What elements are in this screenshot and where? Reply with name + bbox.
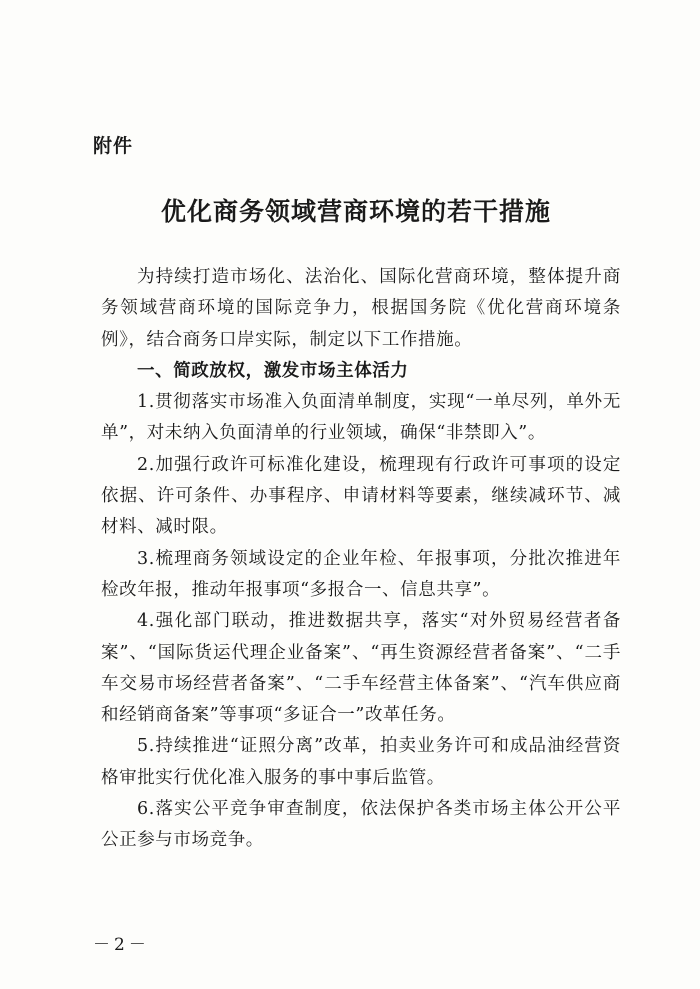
measure-paragraph-5: 5.持续推进“证照分离”改革，拍卖业务许可和成品油经营资格审批实行优化准入服务的事中事后监管。 — [101, 736, 621, 788]
measure-paragraph-2: 2.加强行政许可标准化建设，梳理现有行政许可事项的设定依据、许可条件、办事程序、申请材料等要素，继续减环节、减材料、减时限。 — [101, 454, 621, 538]
measure-paragraph-3: 3.梳理商务领域设定的企业年检、年报事项，分批次推进年检改年报，推动年报事项“多报合一、信息共享”。 — [101, 548, 621, 600]
document-body — [101, 262, 621, 857]
measure-paragraph-1: 1.贯彻落实市场准入负面清单制度，实现“一单尽列，单外无单”，对未纳入负面清单的行业领域，确保“非禁即入”。 — [101, 392, 621, 444]
intro-paragraph: 为持续打造市场化、法治化、国际化营商环境，整体提升商务领域营商环境的国际竞争力，根据国务院《优化营商环境条例》，结合商务口岸实际，制定以下工作措施。 — [101, 267, 621, 350]
section-heading: 一、简政放权，激发市场主体活力 — [137, 360, 409, 381]
measure-paragraph-6: 6.落实公平竞争审查制度，依法保护各类市场主体公开公平公正参与市场竞争。 — [101, 799, 621, 851]
page-number: －2－ — [93, 935, 150, 955]
attachment-label: 附件 — [93, 135, 134, 157]
document-title: 优化商务领域营商环境的若干措施 — [160, 197, 551, 226]
measure-paragraph-4: 4.强化部门联动，推进数据共享，落实“对外贸易经营者备案”、“国际货运代理企业备案”、“再生资源经营者备案”、“二手车交易市场经营者备案”、“二手车经营主体备案”、“汽车供应商和经销商备案”等事项“多证合一”改革任务。 — [101, 611, 621, 726]
